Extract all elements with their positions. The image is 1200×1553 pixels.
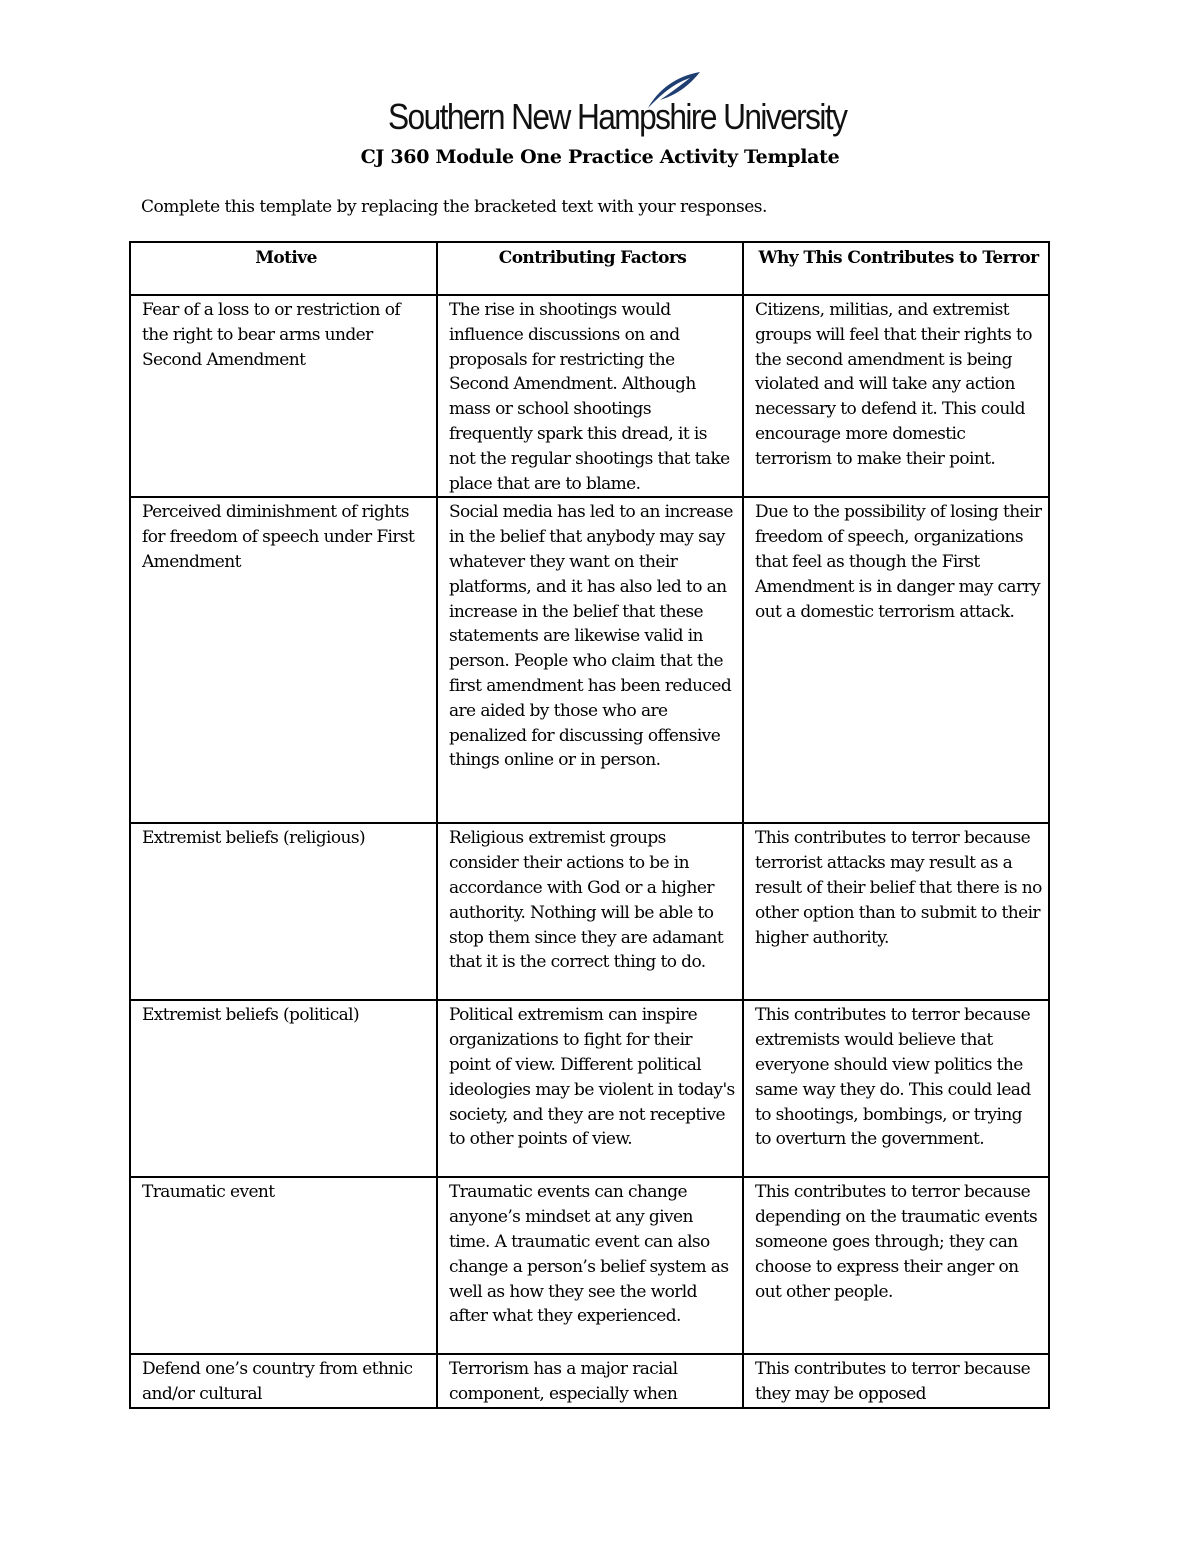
table-row: [130, 823, 1049, 1000]
table-row: [130, 1177, 1049, 1354]
factors-cell: The rise in shootings would influence discussions on and proposals for restricting the Second Amendment. Although mass or school shootings frequently spark this dread, it is not the regular shootings that take place that are to blame.: [437, 295, 743, 497]
why-cell: This contributes to terror because depending on the traumatic events someone goes through; they can choose to express their anger on out other people.: [743, 1177, 1049, 1354]
motive-cell: Fear of a loss to or restriction of the right to bear arms under Second Amendment: [130, 295, 437, 497]
motive-cell: Defend one’s country from ethnic and/or cultural: [130, 1354, 437, 1408]
page-title: CJ 360 Module One Practice Activity Template: [360, 146, 840, 168]
factors-cell: Religious extremist groups consider their actions to be in accordance with God or a higher authority. Nothing will be able to stop them since they are adamant that it is the correct thing to do.: [437, 823, 743, 1000]
table-row: [130, 295, 1049, 497]
university-logo: [384, 70, 847, 140]
why-cell: Due to the possibility of losing their freedom of speech, organizations that feel as though the First Amendment is in danger may carry out a domestic terrorism attack.: [743, 497, 1049, 823]
table-row: [130, 1354, 1049, 1408]
header-motive: Motive: [130, 242, 437, 295]
factors-cell: Terrorism has a major racial component, especially when: [437, 1354, 743, 1408]
why-cell: This contributes to terror because terrorist attacks may result as a result of their belief that there is no other option than to submit to their higher authority.: [743, 823, 1049, 1000]
motive-cell: Traumatic event: [130, 1177, 437, 1354]
header-why-contributes: Why This Contributes to Terror: [743, 242, 1049, 295]
factors-cell: Social media has led to an increase in the belief that anybody may say whatever they want on their platforms, and it has also led to an increase in the belief that these statements are likewise valid in person. People who claim that the first amendment has been reduced are aided by those who are penalized for discussing offensive things online or in person.: [437, 497, 743, 823]
table-header-row: [130, 242, 1049, 295]
motive-cell: Perceived diminishment of rights for freedom of speech under First Amendment: [130, 497, 437, 823]
factors-cell: Traumatic events can change anyone’s mindset at any given time. A traumatic event can also change a person’s belief system as well as how they see the world after what they experienced.: [437, 1177, 743, 1354]
motive-cell: Extremist beliefs (religious): [130, 823, 437, 1000]
university-name: Southern New Hampshire University: [388, 96, 847, 137]
header-contributing-factors: Contributing Factors: [437, 242, 743, 295]
factors-cell: Political extremism can inspire organizations to fight for their point of view. Different political ideologies may be violent in today's society, and they are not receptive to other points of view.: [437, 1000, 743, 1177]
why-cell: This contributes to terror because they may be opposed: [743, 1354, 1049, 1408]
table-row: [130, 1000, 1049, 1177]
why-cell: Citizens, militias, and extremist groups will feel that their rights to the second amendment is being violated and will take any action necessary to defend it. This could encourage more domestic terrorism to make their point.: [743, 295, 1049, 497]
motive-cell: Extremist beliefs (political): [130, 1000, 437, 1177]
motives-table: [129, 241, 1050, 1409]
instructions-text: Complete this template by replacing the bracketed text with your responses.: [141, 197, 767, 217]
table-row: [130, 497, 1049, 823]
why-cell: This contributes to terror because extremists would believe that everyone should view politics the same way they do. This could lead to shootings, bombings, or trying to overturn the government.: [743, 1000, 1049, 1177]
